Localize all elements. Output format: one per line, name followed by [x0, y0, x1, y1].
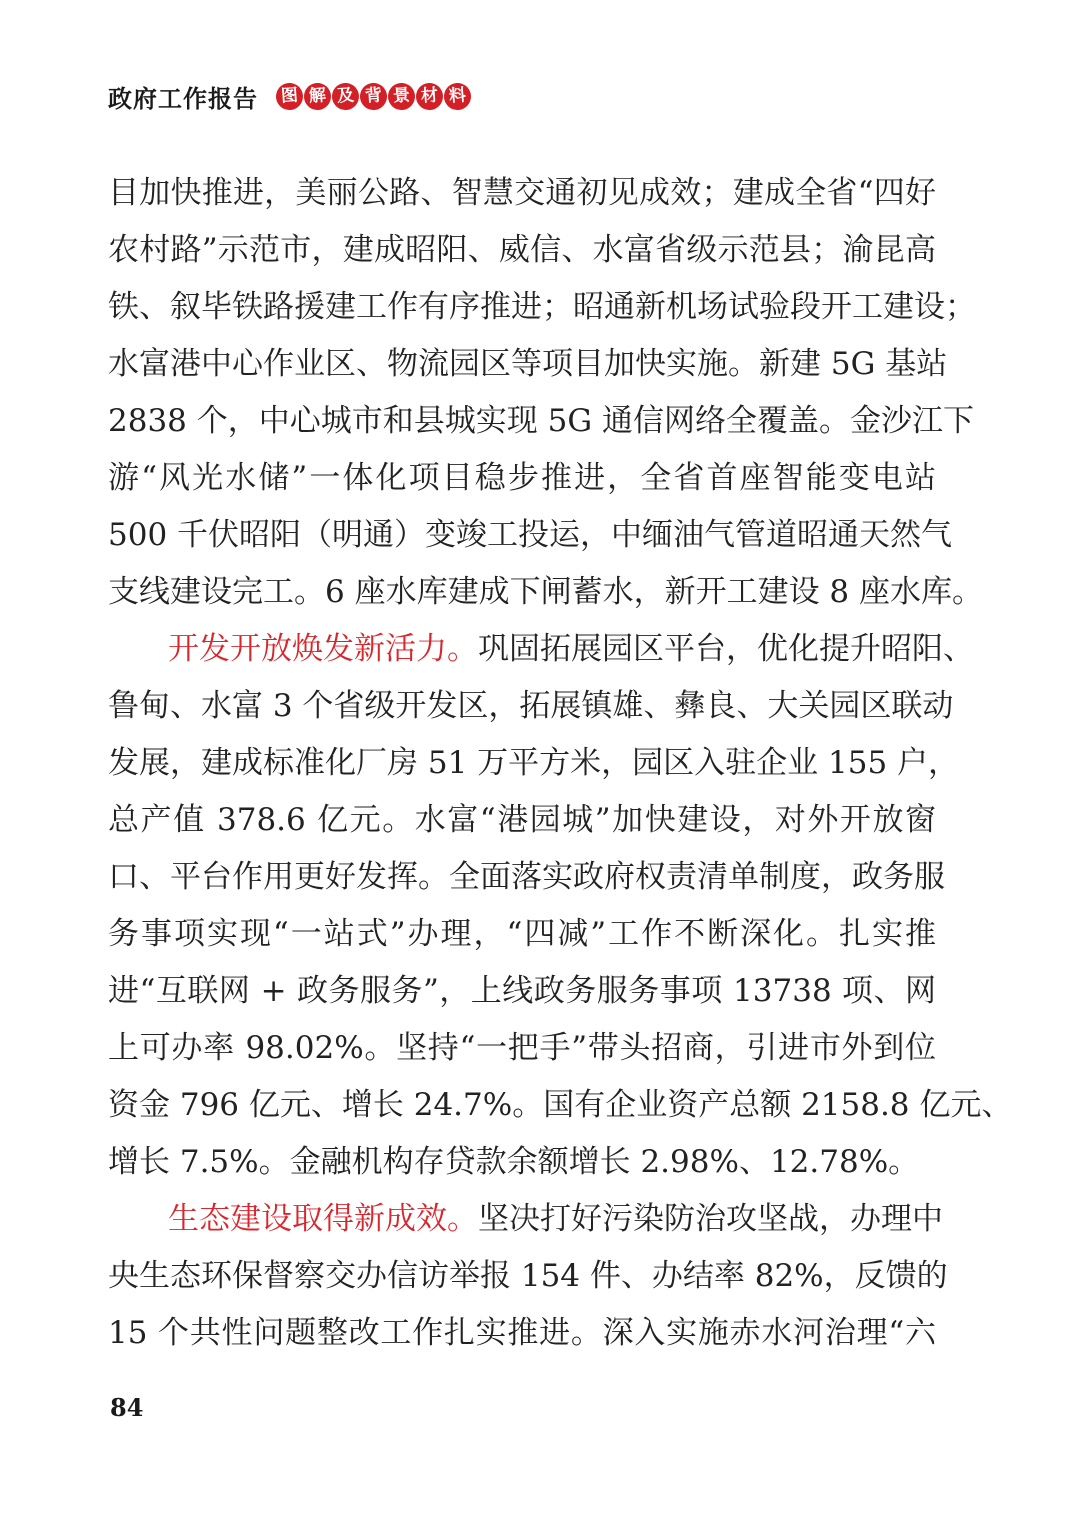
- page-number: 84: [110, 1393, 144, 1422]
- seal-char: 解: [303, 82, 332, 111]
- text-line: 资金 796 亿元、增长 24.7%。国有企业资产总额 2158.8 亿元、: [108, 1087, 1013, 1123]
- text-line: 口、平台作用更好发挥。全面落实政府权责清单制度，政务服: [108, 859, 945, 895]
- text-run: 巩固拓展园区平台，优化提升昭阳、: [478, 631, 974, 667]
- text-line: 总产值 378.6 亿元。水富“港园城”加快建设，对外开放窗: [108, 802, 936, 838]
- text-line: 务事项实现“一站式”办理，“四减”工作不断深化。扎实推: [108, 916, 936, 952]
- text-line: 目加快推进，美丽公路、智慧交通初见成效；建成全省“四好: [108, 175, 936, 211]
- text-line: 农村路”示范市，建成昭阳、威信、水富省级示范县；渝昆高: [108, 232, 936, 268]
- section-heading: 生态建设取得新成效。: [168, 1201, 478, 1237]
- text-line: 水富港中心作业区、物流园区等项目加快实施。新建 5G 基站: [108, 346, 948, 382]
- seal-char: 背: [359, 82, 388, 111]
- text-line: 进“互联网 + 政务服务”，上线政务服务事项 13738 项、网: [108, 973, 936, 1009]
- text-line: 500 千伏昭阳（明通）变竣工投运，中缅油气管道昭通天然气: [108, 517, 953, 553]
- text-line: 游“风光水储”一体化项目稳步推进，全省首座智能变电站: [108, 460, 936, 496]
- text-line: 发展，建成标准化厂房 51 万平方米，园区入驻企业 155 户，: [108, 745, 960, 781]
- text-line: 央生态环保督察交办信访举报 154 件、办结率 82%，反馈的: [108, 1258, 948, 1294]
- seal-char: 景: [387, 82, 416, 111]
- body-text: [108, 165, 1013, 1362]
- text-line: 铁、叙毕铁路援建工作有序推进；昭通新机场试验段开工建设；: [108, 289, 976, 325]
- text-line: 15 个共性问题整改工作扎实推进。深入实施赤水河治理“六: [108, 1315, 936, 1351]
- text-line: 2838 个，中心城市和县城实现 5G 通信网络全覆盖。金沙江下: [108, 403, 974, 439]
- seal-char: 料: [443, 82, 472, 111]
- paragraph-first-line: [108, 621, 974, 678]
- paragraph-first-line: [108, 1191, 943, 1248]
- section-heading: 开发开放焕发新活力。: [168, 631, 478, 667]
- seal-char: 图: [275, 82, 304, 111]
- seal-char: 材: [415, 82, 444, 111]
- text-line: 支线建设完工。6 座水库建成下闸蓄水，新开工建设 8 座水库。: [108, 574, 984, 610]
- text-line: 上可办率 98.02%。坚持“一把手”带头招商，引进市外到位: [108, 1030, 936, 1066]
- text-line: 鲁甸、水富 3 个省级开发区，拓展镇雄、彝良、大关园区联动: [108, 688, 954, 724]
- page-header: [108, 76, 471, 116]
- header-seal-logo: [276, 83, 471, 110]
- header-title: 政府工作报告: [108, 83, 258, 113]
- seal-char: 及: [331, 82, 360, 111]
- text-run: 坚决打好污染防治攻坚战，办理中: [478, 1201, 943, 1237]
- text-line: 增长 7.5%。金融机构存贷款余额增长 2.98%、12.78%。: [108, 1144, 920, 1180]
